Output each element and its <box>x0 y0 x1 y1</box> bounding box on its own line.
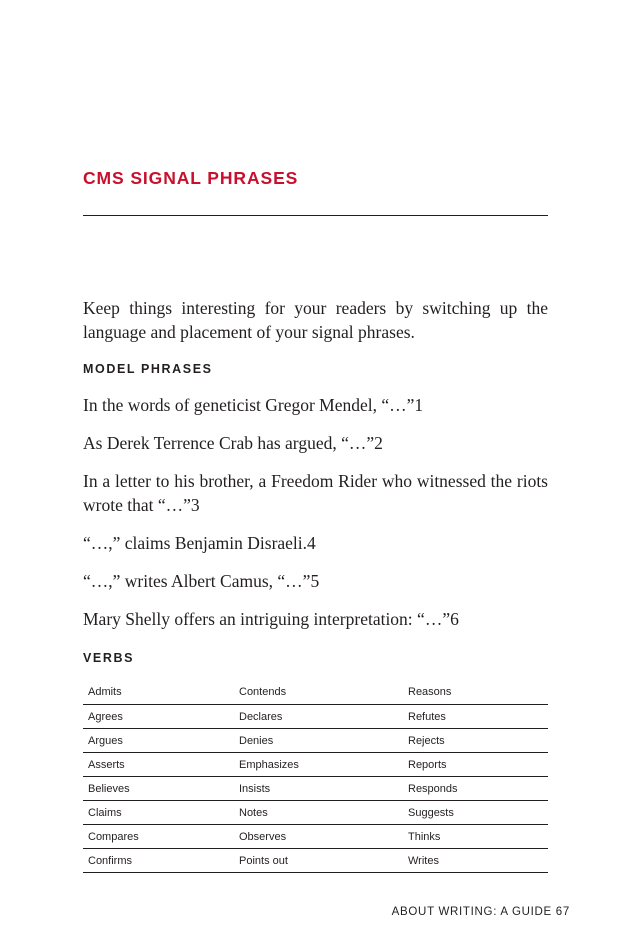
verb-cell: Observes <box>234 825 403 849</box>
page-footer: ABOUT WRITING: A GUIDE 67 <box>391 906 570 918</box>
model-phrase: In a letter to his brother, a Freedom Rider who witnessed the riots wrote that “…”3 <box>83 471 548 515</box>
model-phrase: “…,” claims Benjamin Disraeli.4 <box>83 533 316 553</box>
verb-cell: Points out <box>234 849 403 873</box>
verbs-table <box>83 680 548 873</box>
verbs-heading: VERBS <box>83 651 135 665</box>
table-row <box>83 825 548 849</box>
verb-cell: Reports <box>403 753 548 777</box>
model-phrase: “…,” writes Albert Camus, “…”5 <box>83 571 320 591</box>
table-row <box>83 705 548 729</box>
verb-cell: Believes <box>83 777 234 801</box>
table-row <box>83 680 548 705</box>
title-divider <box>83 215 548 216</box>
model-phrases-heading: MODEL PHRASES <box>83 362 213 376</box>
table-row <box>83 729 548 753</box>
verb-cell: Claims <box>83 801 234 825</box>
model-phrases-list <box>83 393 548 645</box>
verb-cell: Insists <box>234 777 403 801</box>
verb-cell: Compares <box>83 825 234 849</box>
table-row <box>83 849 548 873</box>
model-phrase: As Derek Terrence Crab has argued, “…”2 <box>83 433 383 453</box>
verb-cell: Contends <box>234 680 403 705</box>
verb-cell: Declares <box>234 705 403 729</box>
table-row <box>83 753 548 777</box>
verb-cell: Confirms <box>83 849 234 873</box>
section-title: CMS SIGNAL PHRASES <box>83 168 299 188</box>
verb-cell: Refutes <box>403 705 548 729</box>
model-phrase: In the words of geneticist Gregor Mendel, “…”1 <box>83 395 424 415</box>
verb-cell: Notes <box>234 801 403 825</box>
verb-cell: Agrees <box>83 705 234 729</box>
verb-cell: Reasons <box>403 680 548 705</box>
verb-cell: Suggests <box>403 801 548 825</box>
intro-paragraph: Keep things interesting for your readers by switching up the language and placement of your signal phrases. <box>83 298 548 342</box>
verb-cell: Denies <box>234 729 403 753</box>
table-row <box>83 801 548 825</box>
model-phrase: Mary Shelly offers an intriguing interpretation: “…”6 <box>83 609 459 629</box>
verb-cell: Argues <box>83 729 234 753</box>
table-row <box>83 777 548 801</box>
verb-cell: Emphasizes <box>234 753 403 777</box>
verb-cell: Writes <box>403 849 548 873</box>
verb-cell: Admits <box>83 680 234 705</box>
verb-cell: Asserts <box>83 753 234 777</box>
verb-cell: Responds <box>403 777 548 801</box>
verb-cell: Rejects <box>403 729 548 753</box>
verb-cell: Thinks <box>403 825 548 849</box>
